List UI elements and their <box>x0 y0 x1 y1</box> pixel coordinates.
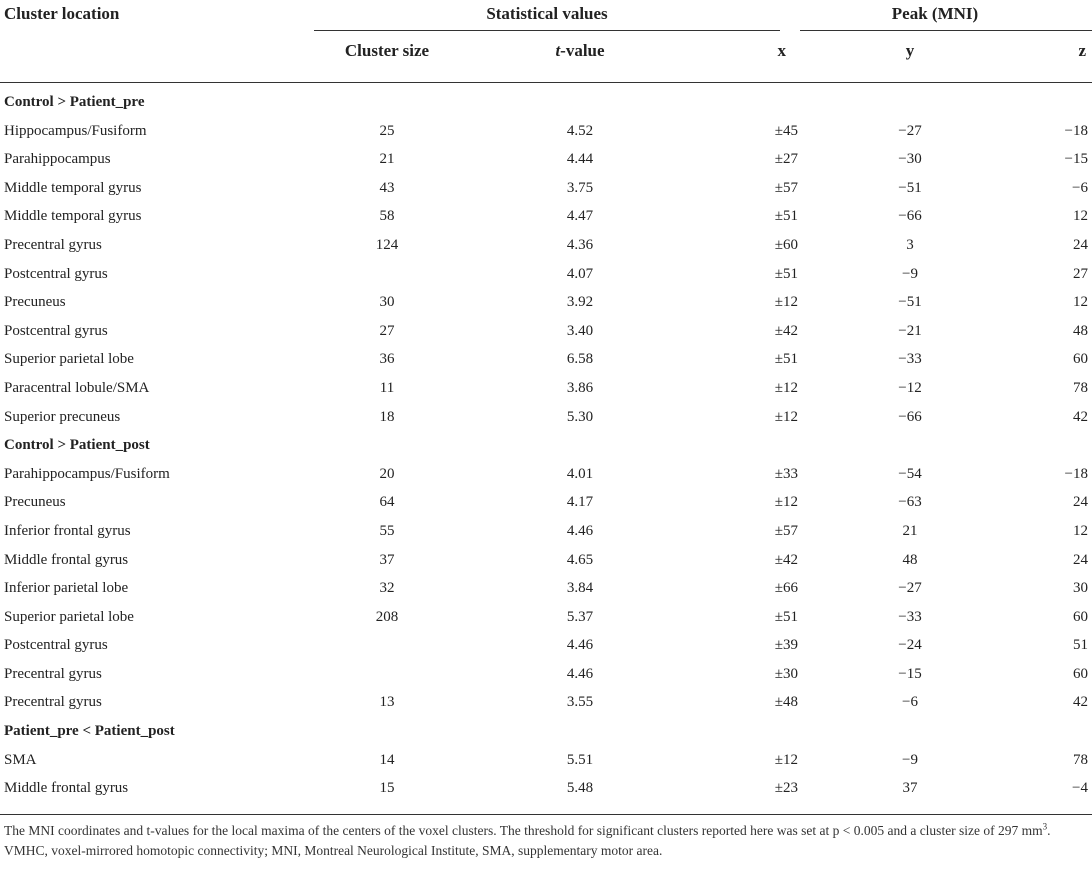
cell-t-value: 4.46 <box>566 522 594 539</box>
header-t-value <box>530 41 630 61</box>
cell-cluster-size: 11 <box>379 379 395 396</box>
group-header-row <box>0 717 1092 746</box>
table-row <box>0 317 1092 346</box>
cell-y: −21 <box>898 322 922 339</box>
cell-cluster-size: 37 <box>379 551 395 568</box>
cell-y: −63 <box>898 494 922 511</box>
cell-cluster-size: 124 <box>375 236 399 253</box>
cell-x: ±30 <box>774 665 798 682</box>
cell-cluster-location: Superior precuneus <box>4 408 121 425</box>
cell-y: −33 <box>898 608 922 625</box>
cell-x: ±12 <box>774 408 798 425</box>
cell-cluster-location: Postcentral gyrus <box>4 265 108 282</box>
cell-t-value: 3.75 <box>566 179 594 196</box>
cell-x: ±12 <box>774 494 798 511</box>
cell-cluster-location: SMA <box>4 751 37 768</box>
cell-x: ±42 <box>774 551 798 568</box>
cell-z: 60 <box>1073 665 1088 682</box>
cell-z: 24 <box>1073 494 1088 511</box>
group-label: Patient_pre < Patient_post <box>4 723 175 740</box>
table-header <box>0 0 1092 76</box>
cell-z: −6 <box>1072 179 1088 196</box>
table-footnotes <box>4 822 1088 862</box>
table-row <box>0 746 1092 775</box>
cell-cluster-size: 27 <box>379 322 395 339</box>
cell-x: ±39 <box>774 637 798 654</box>
table-row <box>0 546 1092 575</box>
table-row <box>0 202 1092 231</box>
footnote-1-text: The MNI coordinates and t-values for the local maxima of the centers of the voxel clusters. The threshold for significant clusters reported here was set at p < 0.005 and a cluster size of 297 mm <box>4 823 1043 838</box>
group-header-row <box>0 88 1092 117</box>
cell-t-value: 4.52 <box>566 122 594 139</box>
cell-z: 24 <box>1073 236 1088 253</box>
cell-t-value: 4.07 <box>566 265 594 282</box>
cell-t-value: 5.48 <box>566 780 594 797</box>
cell-y: −15 <box>898 665 922 682</box>
cell-t-value: 4.46 <box>566 665 594 682</box>
cell-z: −18 <box>1064 465 1088 482</box>
cell-z: 12 <box>1073 294 1088 311</box>
cell-y: −24 <box>898 637 922 654</box>
cell-x: ±51 <box>774 265 798 282</box>
cell-z: 78 <box>1073 379 1088 396</box>
cell-t-value: 3.84 <box>566 580 594 597</box>
cell-cluster-location: Parahippocampus/Fusiform <box>4 465 170 482</box>
cell-t-value: 4.36 <box>566 236 594 253</box>
cell-x: ±60 <box>774 236 798 253</box>
cell-x: ±51 <box>774 351 798 368</box>
footnote-1-superscript: 3 <box>1042 821 1048 832</box>
cell-cluster-size: 13 <box>379 694 395 711</box>
table-row <box>0 517 1092 546</box>
cell-x: ±57 <box>774 179 798 196</box>
table-row <box>0 603 1092 632</box>
cell-z: 12 <box>1073 208 1088 225</box>
cell-x: ±12 <box>774 294 798 311</box>
table-row <box>0 288 1092 317</box>
cell-x: ±45 <box>774 122 798 139</box>
cell-y: −66 <box>898 408 922 425</box>
header-stat-rule <box>314 30 780 31</box>
cell-x: ±57 <box>774 522 798 539</box>
header-z: z <box>1078 41 1086 60</box>
cell-cluster-size: 32 <box>379 580 395 597</box>
cell-y: −27 <box>898 580 922 597</box>
table-bottom-rule <box>0 814 1092 815</box>
cell-z: 42 <box>1073 694 1088 711</box>
cell-cluster-location: Paracentral lobule/SMA <box>4 379 150 396</box>
cell-cluster-location: Middle frontal gyrus <box>4 780 129 797</box>
cell-cluster-location: Precentral gyrus <box>4 665 102 682</box>
cell-t-value: 3.92 <box>566 294 594 311</box>
cell-cluster-size: 15 <box>379 780 395 797</box>
cell-y: −9 <box>902 265 918 282</box>
cell-cluster-size: 14 <box>379 751 395 768</box>
cell-cluster-size: 64 <box>379 494 395 511</box>
table-row <box>0 460 1092 489</box>
cell-y: 48 <box>902 551 918 568</box>
cell-y: −54 <box>898 465 922 482</box>
table-row <box>0 374 1092 403</box>
cell-x: ±48 <box>774 694 798 711</box>
group-label: Control > Patient_post <box>4 437 150 454</box>
cell-cluster-size: 36 <box>379 351 395 368</box>
cell-t-value: 3.40 <box>566 322 594 339</box>
cell-cluster-size: 30 <box>379 294 395 311</box>
cell-cluster-location: Precentral gyrus <box>4 236 102 253</box>
cell-cluster-size: 25 <box>379 122 395 139</box>
cell-y: −27 <box>898 122 922 139</box>
cell-z: −18 <box>1064 122 1088 139</box>
cell-cluster-location: Precuneus <box>4 294 66 311</box>
cell-t-value: 4.47 <box>566 208 594 225</box>
cell-t-value: 4.17 <box>566 494 594 511</box>
cell-x: ±51 <box>774 208 798 225</box>
cell-cluster-location: Postcentral gyrus <box>4 637 108 654</box>
group-header-row <box>0 431 1092 460</box>
header-t-rest: -value <box>560 41 605 60</box>
header-t-italic: t <box>555 41 561 60</box>
header-peak-mni: Peak (MNI) <box>891 4 979 23</box>
cell-x: ±33 <box>774 465 798 482</box>
cell-y: −30 <box>898 151 922 168</box>
cell-t-value: 4.46 <box>566 637 594 654</box>
table-row <box>0 488 1092 517</box>
cell-z: 60 <box>1073 608 1088 625</box>
cell-z: 24 <box>1073 551 1088 568</box>
cell-cluster-size: 20 <box>379 465 395 482</box>
cell-z: −15 <box>1064 151 1088 168</box>
cell-x: ±23 <box>774 780 798 797</box>
footnote-1 <box>4 822 1088 840</box>
cell-cluster-location: Hippocampus/Fusiform <box>4 122 147 139</box>
cell-y: 37 <box>902 780 918 797</box>
cell-z: −4 <box>1072 780 1088 797</box>
table-row <box>0 231 1092 260</box>
table-row <box>0 631 1092 660</box>
cell-y: 21 <box>902 522 918 539</box>
cell-cluster-location: Superior parietal lobe <box>4 351 134 368</box>
cell-z: 42 <box>1073 408 1088 425</box>
header-y: y <box>905 41 915 60</box>
cell-x: ±12 <box>774 751 798 768</box>
cell-x: ±12 <box>774 379 798 396</box>
cell-y: −12 <box>898 379 922 396</box>
cell-x: ±51 <box>774 608 798 625</box>
table-row <box>0 574 1092 603</box>
cell-z: 78 <box>1073 751 1088 768</box>
table-row <box>0 260 1092 289</box>
cell-x: ±42 <box>774 322 798 339</box>
cell-cluster-size: 55 <box>379 522 395 539</box>
cell-z: 60 <box>1073 351 1088 368</box>
cell-cluster-location: Middle temporal gyrus <box>4 179 142 196</box>
cell-t-value: 4.01 <box>566 465 594 482</box>
group-label: Control > Patient_pre <box>4 94 145 110</box>
cell-cluster-location: Middle frontal gyrus <box>4 551 129 568</box>
cell-cluster-size: 58 <box>379 208 395 225</box>
footnote-2: VMHC, voxel-mirrored homotopic connectivity; MNI, Montreal Neurological Institute, SMA, supplementary motor area. <box>4 843 663 858</box>
cell-t-value: 4.65 <box>566 551 594 568</box>
table-row <box>0 145 1092 174</box>
cell-cluster-location: Superior parietal lobe <box>4 608 134 625</box>
header-cluster-size: Cluster size <box>344 41 430 60</box>
cell-y: −51 <box>898 179 922 196</box>
cell-y: −9 <box>902 751 918 768</box>
cell-t-value: 5.51 <box>566 751 594 768</box>
cell-cluster-location: Inferior frontal gyrus <box>4 522 131 539</box>
cell-cluster-size: 43 <box>379 179 395 196</box>
table-row <box>0 403 1092 432</box>
cell-z: 12 <box>1073 522 1088 539</box>
header-x: x <box>777 41 786 60</box>
cell-y: −51 <box>898 294 922 311</box>
table-body <box>0 88 1092 803</box>
cell-y: −66 <box>898 208 922 225</box>
header-cluster-location: Cluster location <box>4 4 120 23</box>
cell-cluster-location: Precentral gyrus <box>4 694 102 711</box>
table-row <box>0 774 1092 803</box>
table-row <box>0 174 1092 203</box>
cell-t-value: 5.30 <box>566 408 594 425</box>
cell-cluster-location: Postcentral gyrus <box>4 322 108 339</box>
cell-z: 48 <box>1073 322 1088 339</box>
table-row <box>0 117 1092 146</box>
cell-cluster-location: Middle temporal gyrus <box>4 208 142 225</box>
cell-t-value: 3.55 <box>566 694 594 711</box>
cell-z: 51 <box>1073 637 1088 654</box>
table-row <box>0 688 1092 717</box>
cell-z: 27 <box>1073 265 1088 282</box>
cell-y: −33 <box>898 351 922 368</box>
cell-x: ±27 <box>774 151 798 168</box>
cell-cluster-location: Precuneus <box>4 494 66 511</box>
cell-t-value: 3.86 <box>566 379 594 396</box>
cell-cluster-location: Inferior parietal lobe <box>4 580 129 597</box>
header-statistical-values: Statistical values <box>486 4 608 23</box>
cell-cluster-size: 21 <box>379 151 395 168</box>
cell-cluster-location: Parahippocampus <box>4 151 111 168</box>
cell-t-value: 6.58 <box>566 351 594 368</box>
cell-y: −6 <box>902 694 918 711</box>
cell-z: 30 <box>1073 580 1088 597</box>
cell-y: 3 <box>906 236 914 253</box>
cell-cluster-size: 208 <box>375 608 399 625</box>
header-peak-rule <box>800 30 1092 31</box>
table-top-rule <box>0 82 1092 83</box>
cell-x: ±66 <box>774 580 798 597</box>
footnote-1-end: . <box>1047 823 1051 838</box>
cell-t-value: 5.37 <box>566 608 594 625</box>
table-row <box>0 660 1092 689</box>
table-row <box>0 345 1092 374</box>
cell-cluster-size: 18 <box>379 408 395 425</box>
cell-t-value: 4.44 <box>566 151 594 168</box>
